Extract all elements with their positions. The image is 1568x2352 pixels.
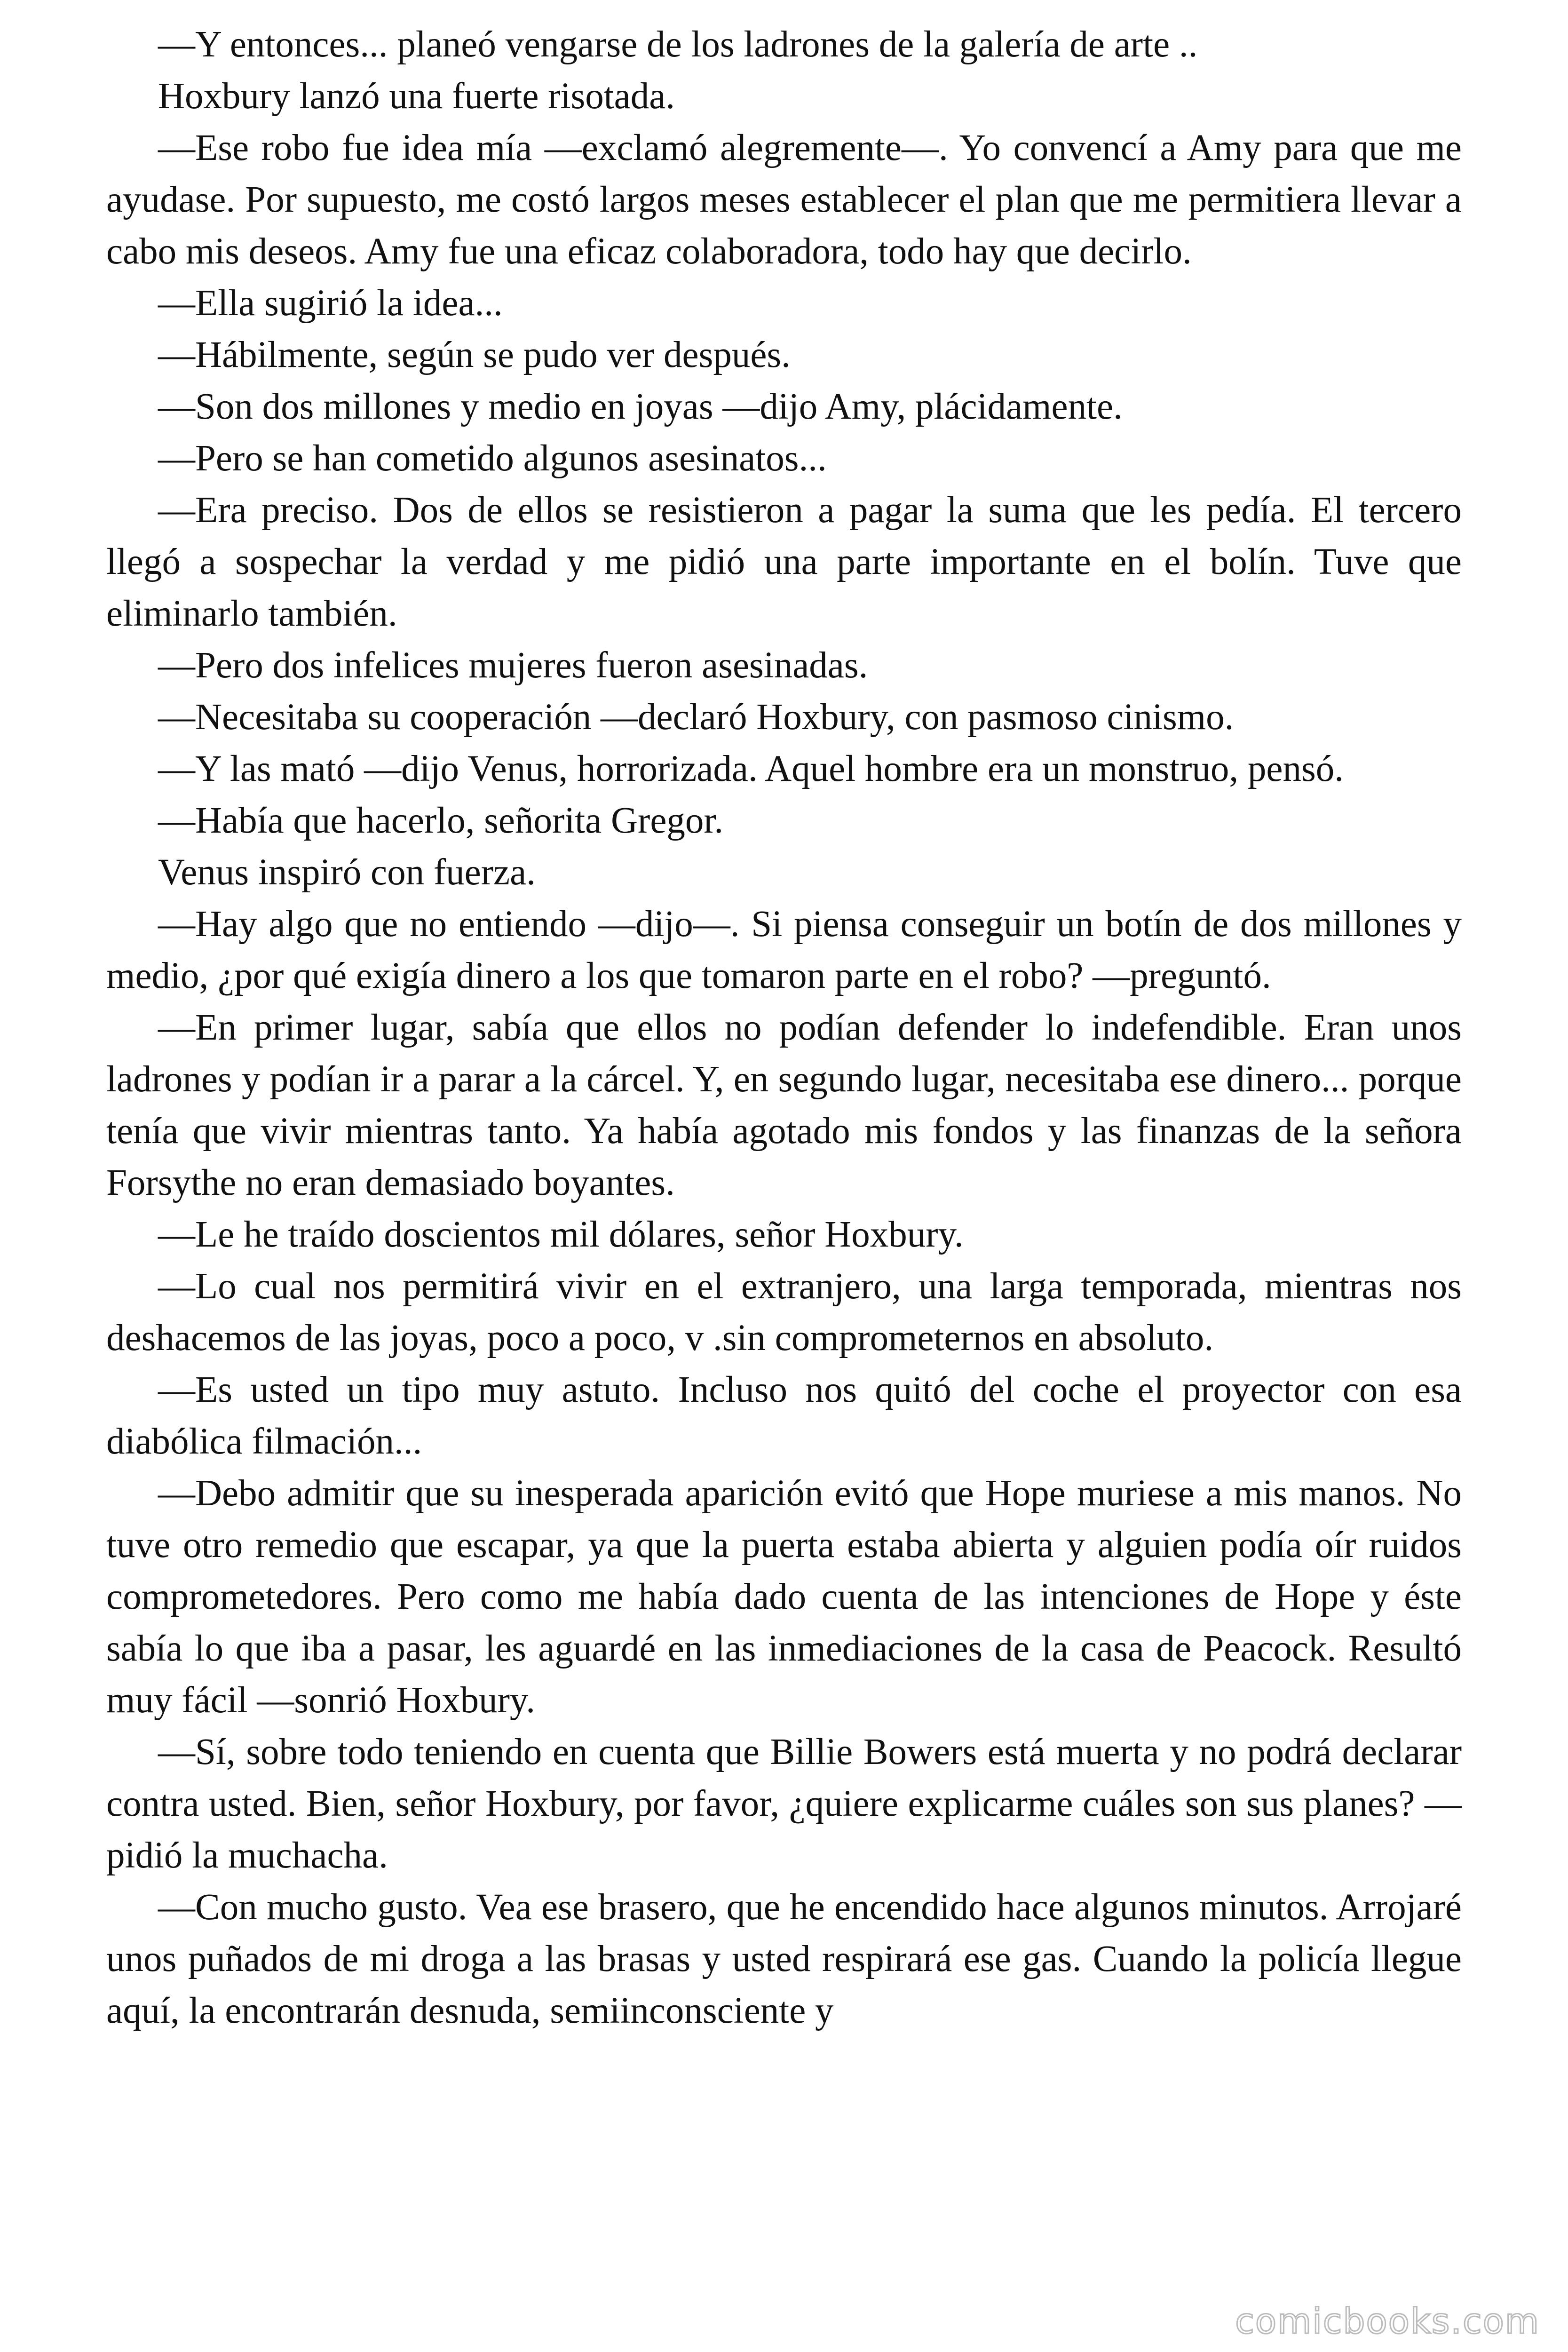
paragraph: —Ese robo fue idea mía —exclamó alegremente—. Yo convencí a Amy para que me ayudase. Por supuesto, me costó largos meses establecer el plan que me permitiera llevar a cabo mis deseos. Amy fue una eficaz colaboradora, todo hay que decirlo. [106, 127, 1462, 272]
paragraph: Hoxbury lanzó una fuerte risotada. [158, 76, 675, 117]
paragraph: —Debo admitir que su inesperada aparición evitó que Hope muriese a mis manos. No tuve otro remedio que escapar, ya que la puerta estaba abierta y alguien podía oír ruidos comprometedores. Pero como me había dado cuenta de las intenciones de Hope y éste sabía lo que iba a pasar, les aguardé en las inmediaciones de la casa de Peacock. Resultó muy fácil —sonrió Hoxbury. [106, 1473, 1462, 1721]
page-text [106, 19, 1462, 2037]
paragraph: —Era preciso. Dos de ellos se resistieron a pagar la suma que les pedía. El tercero llegó a sospechar la verdad y me pidió una parte importante en el bolín. Tuve que eliminarlo también. [106, 490, 1462, 634]
paragraph: —Le he traído doscientos mil dólares, señor Hoxbury. [158, 1214, 964, 1255]
paragraph: —Con mucho gusto. Vea ese brasero, que he encendido hace algunos minutos. Arrojaré unos puñados de mi droga a las brasas y usted respirará ese gas. Cuando la policía llegue aquí, la encontrarán desnuda, semiinconsciente y [106, 1887, 1462, 2031]
paragraph: —Pero se han cometido algunos asesinatos... [158, 438, 827, 479]
paragraph: —Ella sugirió la idea... [158, 283, 503, 324]
paragraph: —Y las mató —dijo Venus, horrorizada. Aquel hombre era un monstruo, pensó. [158, 748, 1344, 789]
paragraph: —Es usted un tipo muy astuto. Incluso nos quitó del coche el proyector con esa diabólica filmación... [106, 1369, 1462, 1462]
paragraph: —Son dos millones y medio en joyas —dijo Amy, plácidamente. [158, 386, 1123, 427]
paragraph: —Sí, sobre todo teniendo en cuenta que Billie Bowers está muerta y no podrá declarar contra usted. Bien, señor Hoxbury, por favor, ¿quiere explicarme cuáles son sus planes? —pidió la muchacha. [106, 1732, 1462, 1876]
paragraph: —Había que hacerlo, señorita Gregor. [158, 800, 724, 841]
watermark: comicbooks.com [1235, 2301, 1540, 2342]
paragraph: —En primer lugar, sabía que ellos no podían defender lo indefendible. Eran unos ladrones y podían ir a parar a la cárcel. Y, en segundo lugar, necesitaba ese dinero... porque tenía que vivir mientras tanto. Ya había agotado mis fondos y las finanzas de la señora Forsythe no eran demasiado boyantes. [106, 1007, 1462, 1203]
paragraph: —Necesitaba su cooperación —declaró Hoxbury, con pasmoso cinismo. [158, 697, 1234, 738]
paragraph: Venus inspiró con fuerza. [158, 852, 536, 893]
paragraph: —Hay algo que no entiendo —dijo—. Si piensa conseguir un botín de dos millones y medio, ¿por qué exigía dinero a los que tomaron parte en el robo? —preguntó. [106, 904, 1462, 996]
paragraph: —Lo cual nos permitirá vivir en el extranjero, una larga temporada, mientras nos deshacemos de las joyas, poco a poco, v .sin comprometernos en absoluto. [106, 1266, 1462, 1359]
paragraph: —Pero dos infelices mujeres fueron asesinadas. [158, 645, 868, 686]
paragraph: —Hábilmente, según se pudo ver después. [158, 334, 791, 375]
paragraph: —Y entonces... planeó vengarse de los ladrones de la galería de arte .. [158, 24, 1198, 65]
